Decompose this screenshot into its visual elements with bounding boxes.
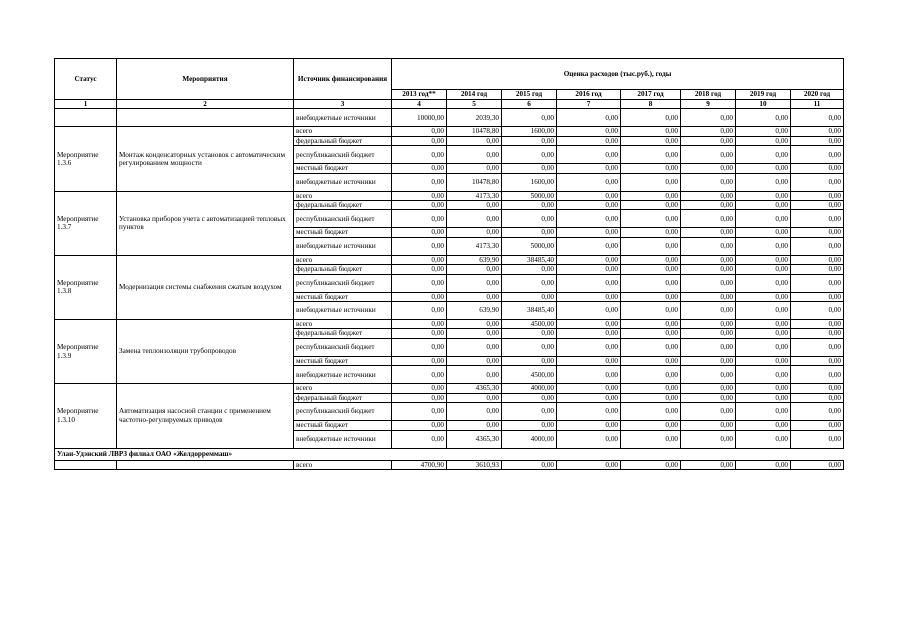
value-cell: 0,00: [621, 421, 681, 430]
value-cell: 0,00: [736, 274, 791, 292]
value-cell: 0,00: [681, 384, 736, 393]
value-cell: 0,00: [502, 146, 557, 164]
source-cell: всего: [294, 255, 392, 264]
measure-title: Замена теплоизоляции трубопроводов: [117, 320, 294, 384]
column-number: 11: [791, 100, 844, 109]
table-body: [55, 109, 844, 470]
value-cell: 0,00: [791, 136, 844, 145]
measure-status: Мероприятие 1.3.10: [55, 384, 117, 448]
value-cell: 10000,00: [392, 109, 447, 127]
header-year: 2018 год: [681, 90, 736, 100]
value-cell: 0,00: [736, 109, 791, 127]
value-cell: 0,00: [557, 164, 621, 173]
status-cell-empty: [55, 460, 117, 469]
value-cell: 0,00: [502, 109, 557, 127]
column-number: 6: [502, 100, 557, 109]
value-cell: 0,00: [502, 210, 557, 228]
organization-row: [55, 448, 844, 460]
value-cell: 0,00: [392, 265, 447, 274]
value-cell: 10478,80: [447, 173, 502, 191]
value-cell: 0,00: [621, 255, 681, 264]
value-cell: 0,00: [681, 173, 736, 191]
value-cell: 0,00: [502, 403, 557, 421]
value-cell: 0,00: [681, 430, 736, 448]
value-cell: 0,00: [621, 210, 681, 228]
value-cell: 0,00: [502, 164, 557, 173]
value-cell: 0,00: [681, 292, 736, 301]
value-cell: 10478,80: [447, 127, 502, 136]
source-cell: внебюджетные источники: [294, 366, 392, 384]
source-cell: республиканский бюджет: [294, 403, 392, 421]
column-number: 8: [621, 100, 681, 109]
value-cell: 0,00: [557, 460, 621, 469]
value-cell: 0,00: [447, 210, 502, 228]
event-cell-empty: [117, 109, 294, 127]
value-cell: 0,00: [621, 274, 681, 292]
value-cell: 0,00: [502, 356, 557, 365]
value-cell: 4365,30: [447, 430, 502, 448]
header-year: 2020 год: [791, 90, 844, 100]
value-cell: 0,00: [557, 237, 621, 255]
value-cell: 0,00: [557, 403, 621, 421]
value-cell: 0,00: [681, 164, 736, 173]
value-cell: 0,00: [392, 237, 447, 255]
value-cell: 0,00: [447, 393, 502, 402]
value-cell: 0,00: [621, 384, 681, 393]
value-cell: 0,00: [557, 338, 621, 356]
value-cell: 0,00: [502, 228, 557, 237]
value-cell: 0,00: [502, 265, 557, 274]
value-cell: 0,00: [392, 228, 447, 237]
value-cell: 0,00: [791, 302, 844, 320]
value-cell: 38485,40: [502, 302, 557, 320]
value-cell: 0,00: [681, 255, 736, 264]
value-cell: 0,00: [791, 255, 844, 264]
source-cell: внебюджетные источники: [294, 109, 392, 127]
value-cell: 0,00: [791, 460, 844, 469]
value-cell: 0,00: [392, 191, 447, 200]
value-cell: 0,00: [736, 403, 791, 421]
value-cell: 0,00: [736, 173, 791, 191]
header-year: 2013 год**: [392, 90, 447, 100]
header-estimate: Оценка расходов (тыс.руб.), годы: [392, 59, 844, 90]
event-cell-empty: [117, 460, 294, 469]
value-cell: 0,00: [791, 329, 844, 338]
value-cell: 0,00: [736, 127, 791, 136]
column-number: 5: [447, 100, 502, 109]
value-cell: 0,00: [681, 393, 736, 402]
measure-title: Установка приборов учета с автоматизацией тепловых пунктов: [117, 191, 294, 255]
value-cell: 0,00: [392, 164, 447, 173]
source-cell: местный бюджет: [294, 421, 392, 430]
value-cell: 2039,30: [447, 109, 502, 127]
table-row: [55, 384, 844, 393]
value-cell: 0,00: [447, 228, 502, 237]
value-cell: 0,00: [791, 384, 844, 393]
value-cell: 4173,30: [447, 237, 502, 255]
value-cell: 0,00: [791, 403, 844, 421]
value-cell: 0,00: [557, 255, 621, 264]
column-number: 10: [736, 100, 791, 109]
value-cell: 1600,00: [502, 173, 557, 191]
value-cell: 4173,30: [447, 191, 502, 200]
value-cell: 0,00: [621, 136, 681, 145]
value-cell: 4500,00: [502, 366, 557, 384]
value-cell: 0,00: [791, 237, 844, 255]
source-cell: всего: [294, 127, 392, 136]
value-cell: 0,00: [502, 201, 557, 210]
value-cell: 0,00: [557, 320, 621, 329]
value-cell: 0,00: [681, 421, 736, 430]
table-row: [55, 127, 844, 136]
value-cell: 0,00: [447, 265, 502, 274]
value-cell: 0,00: [557, 109, 621, 127]
measure-title: Монтаж конденсаторных установок с автоматическим регулированием мощности: [117, 127, 294, 191]
value-cell: 0,00: [557, 201, 621, 210]
value-cell: 0,00: [791, 430, 844, 448]
value-cell: 1600,00: [502, 127, 557, 136]
value-cell: 0,00: [736, 356, 791, 365]
value-cell: 4700,90: [392, 460, 447, 469]
value-cell: 0,00: [791, 127, 844, 136]
value-cell: 0,00: [447, 201, 502, 210]
value-cell: 5000,00: [502, 237, 557, 255]
value-cell: 0,00: [681, 302, 736, 320]
value-cell: 0,00: [681, 366, 736, 384]
value-cell: 0,00: [621, 356, 681, 365]
value-cell: 0,00: [557, 274, 621, 292]
source-cell: местный бюджет: [294, 164, 392, 173]
value-cell: 0,00: [557, 191, 621, 200]
table-row: [55, 460, 844, 469]
value-cell: 0,00: [681, 127, 736, 136]
header-year: 2014 год: [447, 90, 502, 100]
value-cell: 0,00: [791, 393, 844, 402]
value-cell: 4000,00: [502, 430, 557, 448]
source-cell: федеральный бюджет: [294, 329, 392, 338]
header-year: 2016 год: [557, 90, 621, 100]
value-cell: 0,00: [621, 191, 681, 200]
column-number: 1: [55, 100, 117, 109]
value-cell: 0,00: [791, 228, 844, 237]
value-cell: 0,00: [736, 136, 791, 145]
header-year: 2017 год: [621, 90, 681, 100]
value-cell: 0,00: [557, 228, 621, 237]
value-cell: 0,00: [736, 164, 791, 173]
value-cell: 0,00: [392, 274, 447, 292]
source-cell: республиканский бюджет: [294, 274, 392, 292]
source-cell: федеральный бюджет: [294, 136, 392, 145]
header-year: 2019 год: [736, 90, 791, 100]
value-cell: 0,00: [736, 201, 791, 210]
value-cell: 0,00: [392, 403, 447, 421]
value-cell: 0,00: [621, 403, 681, 421]
value-cell: 0,00: [621, 127, 681, 136]
value-cell: 0,00: [791, 320, 844, 329]
value-cell: 0,00: [557, 210, 621, 228]
value-cell: 0,00: [681, 210, 736, 228]
value-cell: 5000,00: [502, 191, 557, 200]
measure-title: Автоматизация насосной станции с применением частотно-регулируемых приводов: [117, 384, 294, 448]
value-cell: 0,00: [502, 136, 557, 145]
value-cell: 639,90: [447, 302, 502, 320]
value-cell: 0,00: [557, 366, 621, 384]
value-cell: 0,00: [557, 127, 621, 136]
value-cell: 0,00: [392, 146, 447, 164]
value-cell: 0,00: [447, 338, 502, 356]
column-number: 3: [294, 100, 392, 109]
value-cell: 0,00: [621, 109, 681, 127]
value-cell: 0,00: [447, 136, 502, 145]
value-cell: 0,00: [392, 127, 447, 136]
value-cell: 0,00: [791, 109, 844, 127]
value-cell: 0,00: [681, 274, 736, 292]
value-cell: 0,00: [621, 320, 681, 329]
value-cell: 0,00: [447, 366, 502, 384]
value-cell: 0,00: [621, 366, 681, 384]
value-cell: 0,00: [621, 338, 681, 356]
source-cell: всего: [294, 320, 392, 329]
value-cell: 0,00: [621, 430, 681, 448]
value-cell: 0,00: [392, 366, 447, 384]
value-cell: 0,00: [392, 136, 447, 145]
source-cell: местный бюджет: [294, 356, 392, 365]
value-cell: 4365,30: [447, 384, 502, 393]
source-cell: местный бюджет: [294, 292, 392, 301]
value-cell: 0,00: [681, 228, 736, 237]
value-cell: 0,00: [557, 384, 621, 393]
value-cell: 0,00: [392, 329, 447, 338]
value-cell: 0,00: [392, 302, 447, 320]
source-cell: внебюджетные источники: [294, 237, 392, 255]
value-cell: 0,00: [447, 274, 502, 292]
value-cell: 0,00: [681, 338, 736, 356]
value-cell: 0,00: [447, 292, 502, 301]
header-source: Источник финансирования: [294, 59, 392, 100]
source-cell: республиканский бюджет: [294, 338, 392, 356]
source-cell: всего: [294, 460, 392, 469]
value-cell: 0,00: [681, 320, 736, 329]
source-cell: федеральный бюджет: [294, 393, 392, 402]
value-cell: 0,00: [791, 292, 844, 301]
source-cell: местный бюджет: [294, 228, 392, 237]
value-cell: 0,00: [681, 265, 736, 274]
value-cell: 0,00: [791, 356, 844, 365]
expense-table: [54, 58, 844, 470]
value-cell: 0,00: [681, 146, 736, 164]
value-cell: 0,00: [447, 356, 502, 365]
value-cell: 0,00: [557, 136, 621, 145]
value-cell: 0,00: [447, 421, 502, 430]
table-row: [55, 320, 844, 329]
value-cell: 0,00: [392, 173, 447, 191]
column-number: 7: [557, 100, 621, 109]
source-cell: внебюджетные источники: [294, 302, 392, 320]
value-cell: 0,00: [791, 173, 844, 191]
table-row: [55, 191, 844, 200]
value-cell: 0,00: [557, 173, 621, 191]
value-cell: 0,00: [621, 393, 681, 402]
value-cell: 0,00: [791, 191, 844, 200]
value-cell: 639,90: [447, 255, 502, 264]
source-cell: всего: [294, 384, 392, 393]
value-cell: 0,00: [447, 164, 502, 173]
value-cell: 0,00: [447, 403, 502, 421]
value-cell: 0,00: [736, 460, 791, 469]
value-cell: 4500,00: [502, 320, 557, 329]
value-cell: 0,00: [557, 292, 621, 301]
source-cell: республиканский бюджет: [294, 146, 392, 164]
value-cell: 0,00: [392, 421, 447, 430]
value-cell: 0,00: [502, 421, 557, 430]
value-cell: 0,00: [447, 146, 502, 164]
value-cell: 0,00: [736, 320, 791, 329]
value-cell: 0,00: [392, 356, 447, 365]
value-cell: 0,00: [392, 255, 447, 264]
value-cell: 0,00: [392, 292, 447, 301]
value-cell: 0,00: [736, 302, 791, 320]
value-cell: 0,00: [557, 430, 621, 448]
value-cell: 0,00: [681, 136, 736, 145]
value-cell: 0,00: [557, 356, 621, 365]
column-number: 9: [681, 100, 736, 109]
value-cell: 0,00: [557, 421, 621, 430]
value-cell: 0,00: [736, 292, 791, 301]
value-cell: 0,00: [621, 329, 681, 338]
source-cell: внебюджетные источники: [294, 173, 392, 191]
value-cell: 0,00: [736, 430, 791, 448]
value-cell: 0,00: [392, 430, 447, 448]
source-cell: федеральный бюджет: [294, 201, 392, 210]
table-row: [55, 109, 844, 127]
value-cell: 0,00: [502, 274, 557, 292]
value-cell: 0,00: [681, 356, 736, 365]
source-cell: федеральный бюджет: [294, 265, 392, 274]
source-cell: всего: [294, 191, 392, 200]
measure-title: Модернизация системы снабжения сжатым воздухом: [117, 255, 294, 319]
value-cell: 0,00: [392, 384, 447, 393]
value-cell: 0,00: [392, 338, 447, 356]
status-cell-empty: [55, 109, 117, 127]
value-cell: 0,00: [681, 191, 736, 200]
source-cell: внебюджетные источники: [294, 430, 392, 448]
measure-status: Мероприятие 1.3.8: [55, 255, 117, 319]
value-cell: 0,00: [621, 460, 681, 469]
column-number: 2: [117, 100, 294, 109]
value-cell: 0,00: [502, 292, 557, 301]
measure-status: Мероприятие 1.3.6: [55, 127, 117, 191]
value-cell: 0,00: [557, 146, 621, 164]
value-cell: 0,00: [791, 210, 844, 228]
header-column-numbers-row: [55, 100, 844, 109]
value-cell: 0,00: [621, 146, 681, 164]
value-cell: 0,00: [791, 201, 844, 210]
value-cell: 0,00: [621, 302, 681, 320]
value-cell: 38485,40: [502, 255, 557, 264]
value-cell: 4000,00: [502, 384, 557, 393]
value-cell: 0,00: [681, 201, 736, 210]
header-status: Статус: [55, 59, 117, 100]
value-cell: 0,00: [681, 237, 736, 255]
value-cell: 0,00: [736, 191, 791, 200]
value-cell: 0,00: [736, 338, 791, 356]
source-cell: республиканский бюджет: [294, 210, 392, 228]
value-cell: 0,00: [557, 265, 621, 274]
value-cell: 0,00: [736, 366, 791, 384]
value-cell: 0,00: [621, 228, 681, 237]
value-cell: 0,00: [557, 302, 621, 320]
measure-status: Мероприятие 1.3.9: [55, 320, 117, 384]
value-cell: 0,00: [621, 292, 681, 301]
value-cell: 0,00: [392, 320, 447, 329]
value-cell: 0,00: [791, 366, 844, 384]
value-cell: 0,00: [681, 329, 736, 338]
value-cell: 0,00: [736, 393, 791, 402]
value-cell: 0,00: [447, 329, 502, 338]
header-year: 2015 год: [502, 90, 557, 100]
value-cell: 0,00: [557, 329, 621, 338]
value-cell: 0,00: [621, 173, 681, 191]
value-cell: 0,00: [621, 164, 681, 173]
value-cell: 0,00: [791, 146, 844, 164]
value-cell: 0,00: [736, 228, 791, 237]
value-cell: 0,00: [736, 421, 791, 430]
value-cell: 0,00: [736, 146, 791, 164]
value-cell: 3610,93: [447, 460, 502, 469]
value-cell: 0,00: [791, 338, 844, 356]
value-cell: 0,00: [736, 237, 791, 255]
value-cell: 0,00: [502, 393, 557, 402]
table-row: [55, 255, 844, 264]
organization-title: Улан-Удэнский ЛВРЗ филиал ОАО «Желдорреммаш»: [55, 448, 844, 460]
value-cell: 0,00: [502, 460, 557, 469]
value-cell: 0,00: [392, 201, 447, 210]
value-cell: 0,00: [736, 265, 791, 274]
value-cell: 0,00: [736, 255, 791, 264]
expense-table-sheet: [54, 58, 843, 470]
value-cell: 0,00: [681, 403, 736, 421]
header-events: Мероприятия: [117, 59, 294, 100]
value-cell: 0,00: [791, 164, 844, 173]
value-cell: 0,00: [621, 201, 681, 210]
value-cell: 0,00: [557, 393, 621, 402]
value-cell: 0,00: [392, 210, 447, 228]
value-cell: 0,00: [681, 109, 736, 127]
value-cell: 0,00: [736, 210, 791, 228]
value-cell: 0,00: [392, 393, 447, 402]
value-cell: 0,00: [502, 329, 557, 338]
value-cell: 0,00: [681, 460, 736, 469]
value-cell: 0,00: [736, 384, 791, 393]
column-number: 4: [392, 100, 447, 109]
measure-status: Мероприятие 1.3.7: [55, 191, 117, 255]
value-cell: 0,00: [791, 274, 844, 292]
value-cell: 0,00: [791, 421, 844, 430]
value-cell: 0,00: [736, 329, 791, 338]
value-cell: 0,00: [791, 265, 844, 274]
value-cell: 0,00: [621, 237, 681, 255]
value-cell: 0,00: [502, 338, 557, 356]
value-cell: 0,00: [621, 265, 681, 274]
value-cell: 0,00: [447, 320, 502, 329]
